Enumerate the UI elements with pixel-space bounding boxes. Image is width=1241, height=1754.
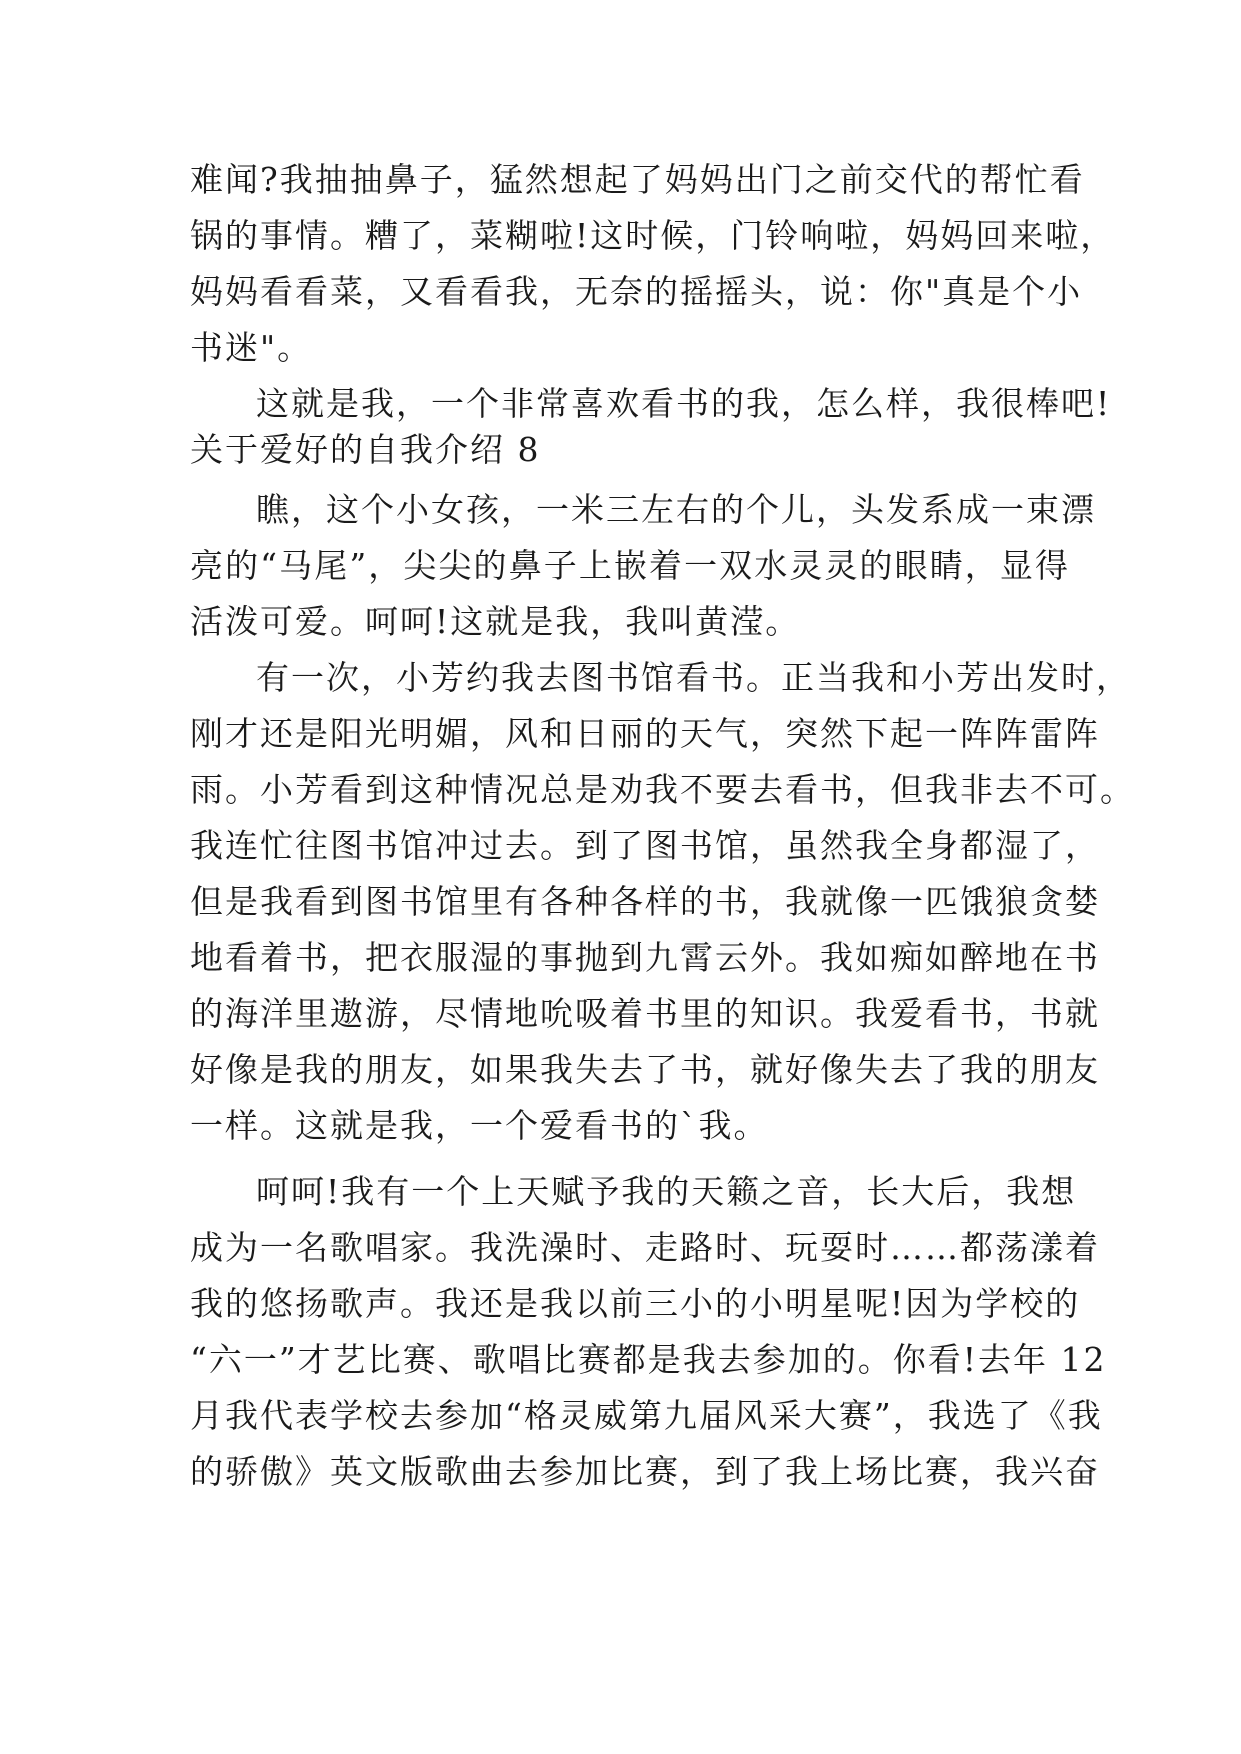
text-line: 呵呵!我有一个上天赋予我的天籁之音，长大后，我想 [256,1172,1077,1211]
text-line: 瞧，这个小女孩，一米三左右的个儿，头发系成一束漂 [256,490,1096,529]
text-line: 活泼可爱。呵呵!这就是我，我叫黄滢。 [190,602,801,641]
text-line: 难闻?我抽抽鼻子，猛然想起了妈妈出门之前交代的帮忙看 [190,160,1085,199]
text-line: 亮的“马尾”，尖尖的鼻子上嵌着一双水灵灵的眼睛，显得 [190,546,1070,585]
text-line: 一样。这就是我，一个爱看书的`我。 [190,1106,769,1145]
text-line: 锅的事情。糟了，菜糊啦!这时候，门铃响啦，妈妈回来啦， [190,216,1116,255]
text-line: 刚才还是阳光明媚，风和日丽的天气，突然下起一阵阵雷阵 [190,714,1100,753]
text-line: “六一”才艺比赛、歌唱比赛都是我去参加的。你看!去年 12 [190,1340,1107,1379]
text-line: 地看着书，把衣服湿的事抛到九霄云外。我如痴如醉地在书 [190,938,1100,977]
section-heading: 关于爱好的自我介绍 8 [190,430,541,469]
text-line: 的骄傲》英文版歌曲去参加比赛，到了我上场比赛，我兴奋 [190,1452,1100,1491]
text-line: 的海洋里遨游，尽情地吮吸着书里的知识。我爱看书，书就 [190,994,1100,1033]
text-line: 妈妈看看菜，又看看我，无奈的摇摇头，说：你"真是个小 [190,272,1083,311]
text-line: 有一次，小芳约我去图书馆看书。正当我和小芳出发时， [256,658,1131,697]
text-line: 雨。小芳看到这种情况总是劝我不要去看书，但我非去不可。 [190,770,1135,809]
text-line: 书迷"。 [190,328,313,367]
text-line: 我的悠扬歌声。我还是我以前三小的小明星呢!因为学校的 [190,1284,1081,1323]
text-line: 成为一名歌唱家。我洗澡时、走路时、玩耍时……都荡漾着 [190,1228,1100,1267]
text-line: 但是我看到图书馆里有各种各样的书，我就像一匹饿狼贪婪 [190,882,1100,921]
text-line: 月我代表学校去参加“格灵威第九届风采大赛”，我选了《我 [190,1396,1103,1435]
text-line: 好像是我的朋友，如果我失去了书，就好像失去了我的朋友 [190,1050,1100,1089]
text-line: 这就是我，一个非常喜欢看书的我，怎么样，我很棒吧! [256,384,1112,423]
text-line: 我连忙往图书馆冲过去。到了图书馆，虽然我全身都湿了， [190,826,1100,865]
